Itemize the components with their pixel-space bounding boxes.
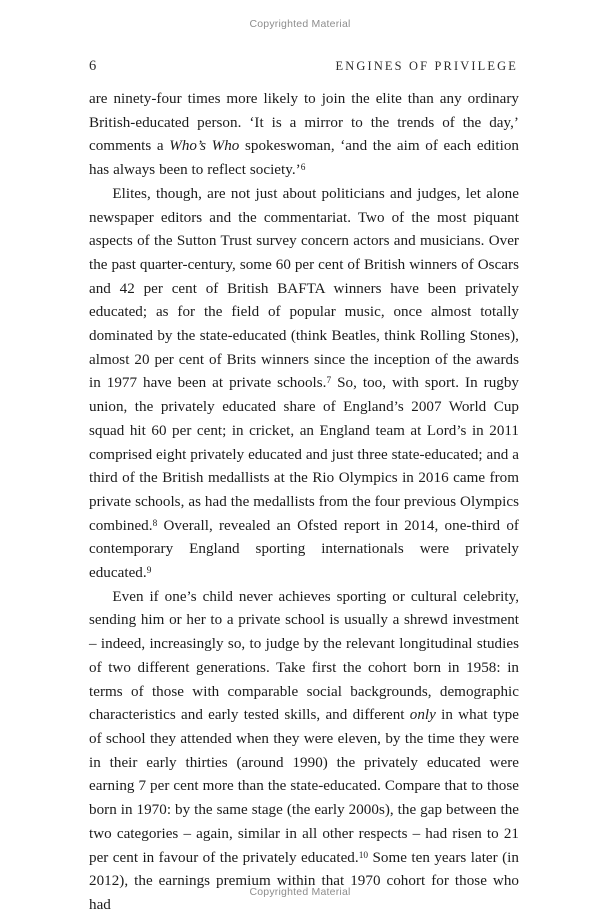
footnote-marker-8: 8 xyxy=(152,518,158,529)
paragraph-3-text-part-3: Some ten years later (in 2012), the earnings premium within that 1970 cohort for those who had xyxy=(89,849,519,913)
paragraph-3 xyxy=(89,586,519,918)
footnote-marker-7: 7 xyxy=(326,376,332,387)
footnote-marker-9: 9 xyxy=(146,566,152,577)
paragraph-1-text-part-1: are ninety-four times more likely to join the elite than any ordinary British-educated person. ‘It is a mirror to the trends of the day,’ comments a xyxy=(89,91,519,155)
copyright-watermark-bottom: Copyrighted Material xyxy=(249,886,351,898)
text-block xyxy=(89,88,519,918)
page-number: 6 xyxy=(89,58,97,74)
running-head xyxy=(89,58,519,75)
copyright-watermark-top: Copyrighted Material xyxy=(249,18,351,30)
paragraph-1-text-part-2: spokeswoman, ‘and the aim of each edition has always been to reflect society.’ xyxy=(89,138,519,179)
paragraph-2-text-part-1: Elites, though, are not just about politicians and judges, let alone newspaper editors and the commentariat. Two of the most piquant aspects of the Sutton Trust survey concern actors and musicians. Over the past quarter-century, some 60 per cent of British winners of Oscars and 42 per cent of British BAFTA winners have been privately educated; as for the field of popular music, once almost totally dominated by the state-educated (think Beatles, think Rolling Stones), almost 20 per cent of Brits winners since the inception of the awards in 1977 have been at private schools. xyxy=(89,185,519,392)
paragraph-2-text-part-3: Overall, revealed an Ofsted report in 2014, one-third of contemporary England sporting internationals were privately educated. xyxy=(89,517,519,582)
paragraph-2 xyxy=(89,183,519,586)
paragraph-1-italic-whos-who: Who’s Who xyxy=(169,138,240,155)
paragraph-1 xyxy=(89,88,519,183)
footnote-marker-6: 6 xyxy=(300,163,306,174)
paragraph-3-italic-only: only xyxy=(409,707,436,724)
running-head-title: ENGINES OF PRIVILEGE xyxy=(335,59,518,73)
footnote-marker-10: 10 xyxy=(358,850,369,861)
paragraph-3-text-part-1: Even if one’s child never achieves sporting or cultural celebrity, sending him or her to a private school is usually a shrewd investment – indeed, increasingly so, to judge by the relevant longitudinal studies of two different generations. Take first the cohort born in 1958: in terms of those with comparable social backgrounds, demographic characteristics and early tested skills, and different xyxy=(89,588,519,724)
paragraph-3-text-part-2: in what type of school they attended when they were eleven, by the time they were in their early thirties (around 1990) the privately educated were earning 7 per cent more than the state-educated. Compare that to those born in 1970: by the same stage (the early 2000s), the gap between the two categories – again, similar in all other respects – had risen to 21 per cent in favour of the privately educated. xyxy=(89,707,519,866)
paragraph-2-text-part-2: So, too, with sport. In rugby union, the privately educated share of England’s 2007 World Cup squad hit 60 per cent; in cricket, an England team at Lord’s in 2011 comprised eight privately educated and just three state-educated; and a third of the British medallists at the Rio Olympics in 2016 came from private schools, as had the medallists from the four previous Olympics combined. xyxy=(89,375,519,534)
